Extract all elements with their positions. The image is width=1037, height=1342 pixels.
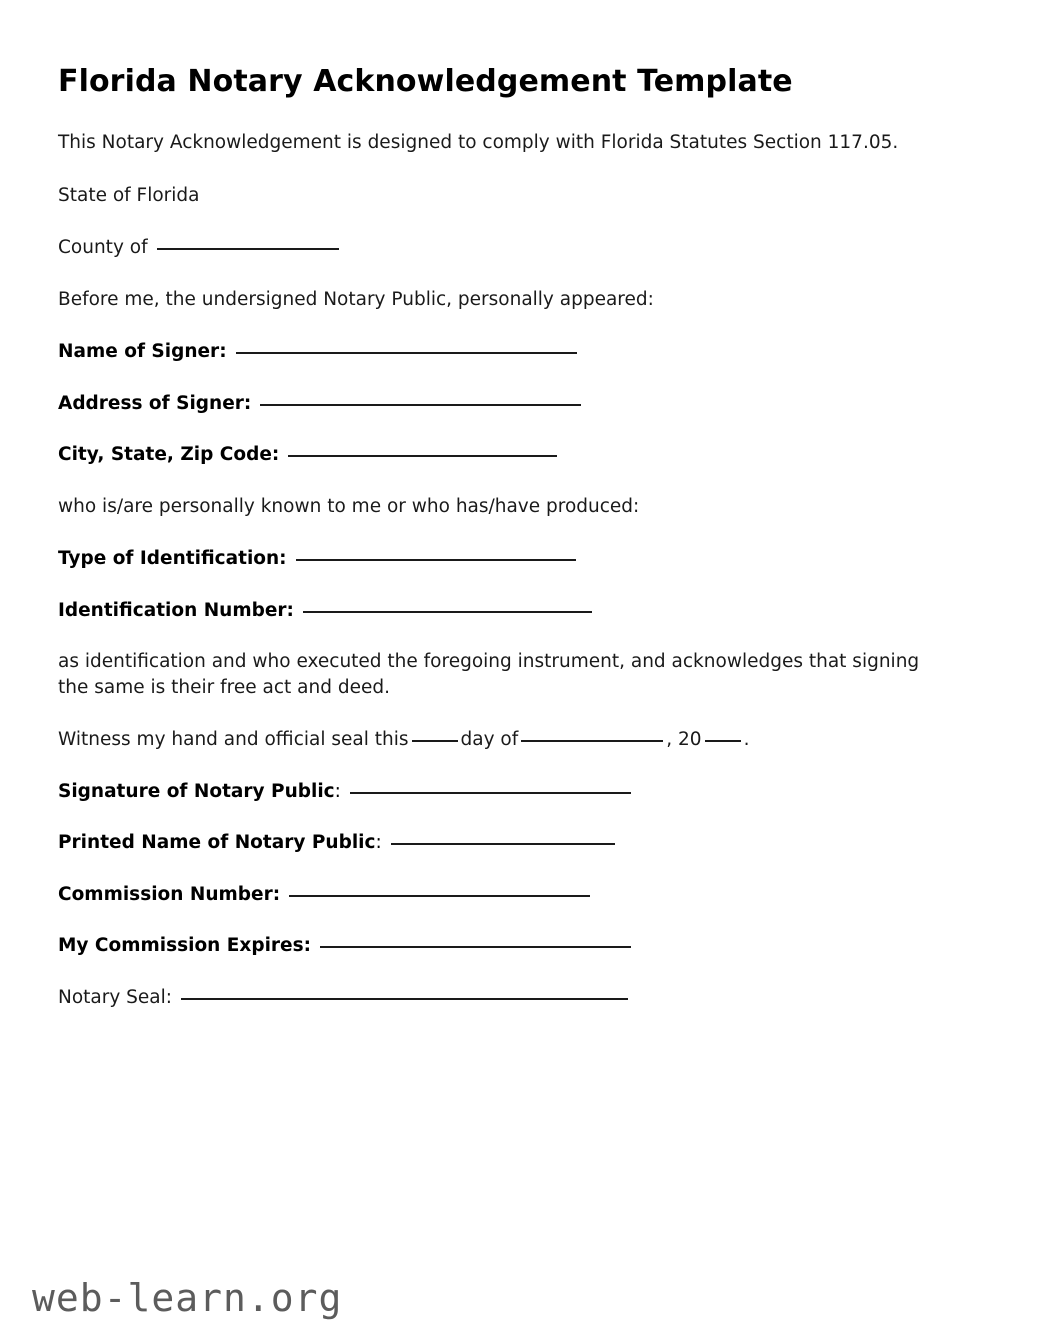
field-label-text: Notary Seal xyxy=(58,986,166,1008)
field-blank-line[interactable] xyxy=(288,455,557,457)
site-watermark: web-learn.org xyxy=(32,1276,343,1320)
field-label xyxy=(58,933,311,959)
field-label-text: Signature of Notary Public xyxy=(58,780,335,802)
witness-month-blank[interactable] xyxy=(521,740,663,742)
field-notary-seal xyxy=(58,985,979,1011)
field-colon: : xyxy=(272,883,281,905)
field-blank-line[interactable] xyxy=(320,946,631,948)
field-label-text: Printed Name of Notary Public xyxy=(58,832,376,854)
field-label xyxy=(58,598,294,624)
field-my-commission-expires xyxy=(58,933,979,959)
field-type-of-identification xyxy=(58,546,979,572)
field-colon: : xyxy=(165,986,173,1008)
field-colon: : xyxy=(271,444,280,466)
field-blank-line[interactable] xyxy=(296,559,576,561)
field-colon: : xyxy=(279,548,287,570)
state-line: State of Florida xyxy=(58,184,200,206)
field-label-text: Name of Signer xyxy=(58,341,220,363)
field-label xyxy=(58,779,341,805)
field-blank-line[interactable] xyxy=(236,352,577,354)
witness-line xyxy=(58,727,979,753)
field-label xyxy=(58,985,172,1011)
field-colon: : xyxy=(334,780,341,802)
field-label-text: Commission Number xyxy=(58,883,273,905)
intro-paragraph: This Notary Acknowledgement is designed to comply with Florida Statutes Section 117.05. xyxy=(58,132,899,153)
field-label xyxy=(58,391,251,417)
field-label xyxy=(58,442,279,468)
field-address-of-signer xyxy=(58,391,979,417)
field-label-text: Address of Signer xyxy=(58,392,244,414)
field-commission-number xyxy=(58,882,979,908)
field-colon: : xyxy=(286,599,294,621)
witness-text-part1: Witness my hand and official seal this xyxy=(58,729,409,751)
county-blank-line[interactable] xyxy=(157,248,339,250)
field-blank-line[interactable] xyxy=(289,895,590,897)
field-label xyxy=(58,339,227,365)
field-colon: : xyxy=(243,392,252,414)
field-colon: : xyxy=(303,935,312,957)
field-printed-name-of-notary-public xyxy=(58,830,979,856)
field-name-of-signer xyxy=(58,339,979,365)
field-signature-of-notary-public xyxy=(58,779,979,805)
document-body xyxy=(58,64,979,1036)
field-label-text: City, State, Zip Code xyxy=(58,444,272,466)
field-label xyxy=(58,830,382,856)
field-label xyxy=(58,882,280,908)
field-blank-line[interactable] xyxy=(303,611,592,613)
as-identification-paragraph: as identification and who executed the foregoing instrument, and acknowledges that signing the same is their free act and deed. xyxy=(58,651,920,698)
field-blank-line[interactable] xyxy=(181,998,628,1000)
field-city-state-zip xyxy=(58,442,979,468)
witness-text-part4: . xyxy=(743,729,750,751)
field-label-text: Identification Number xyxy=(58,599,287,621)
field-label-text: My Commission Expires xyxy=(58,935,304,957)
county-field xyxy=(58,235,979,261)
field-blank-line[interactable] xyxy=(260,404,581,406)
witness-day-blank[interactable] xyxy=(412,740,458,742)
witness-year-blank[interactable] xyxy=(705,740,741,742)
witness-text-part3: , 20 xyxy=(666,729,702,751)
field-blank-line[interactable] xyxy=(391,843,615,845)
known-to-me-paragraph: who is/are personally known to me or who has/have produced: xyxy=(58,495,640,517)
field-identification-number xyxy=(58,598,979,624)
witness-text-part2: day of xyxy=(460,729,519,751)
field-colon: : xyxy=(375,832,382,854)
county-label: County of xyxy=(58,237,148,259)
field-label-text: Type of Identification xyxy=(58,548,280,570)
page-title: Florida Notary Acknowledgement Template xyxy=(58,64,793,99)
before-me-paragraph: Before me, the undersigned Notary Public, personally appeared: xyxy=(58,288,654,310)
field-blank-line[interactable] xyxy=(350,792,631,794)
field-colon: : xyxy=(219,341,227,363)
field-label xyxy=(58,546,287,572)
